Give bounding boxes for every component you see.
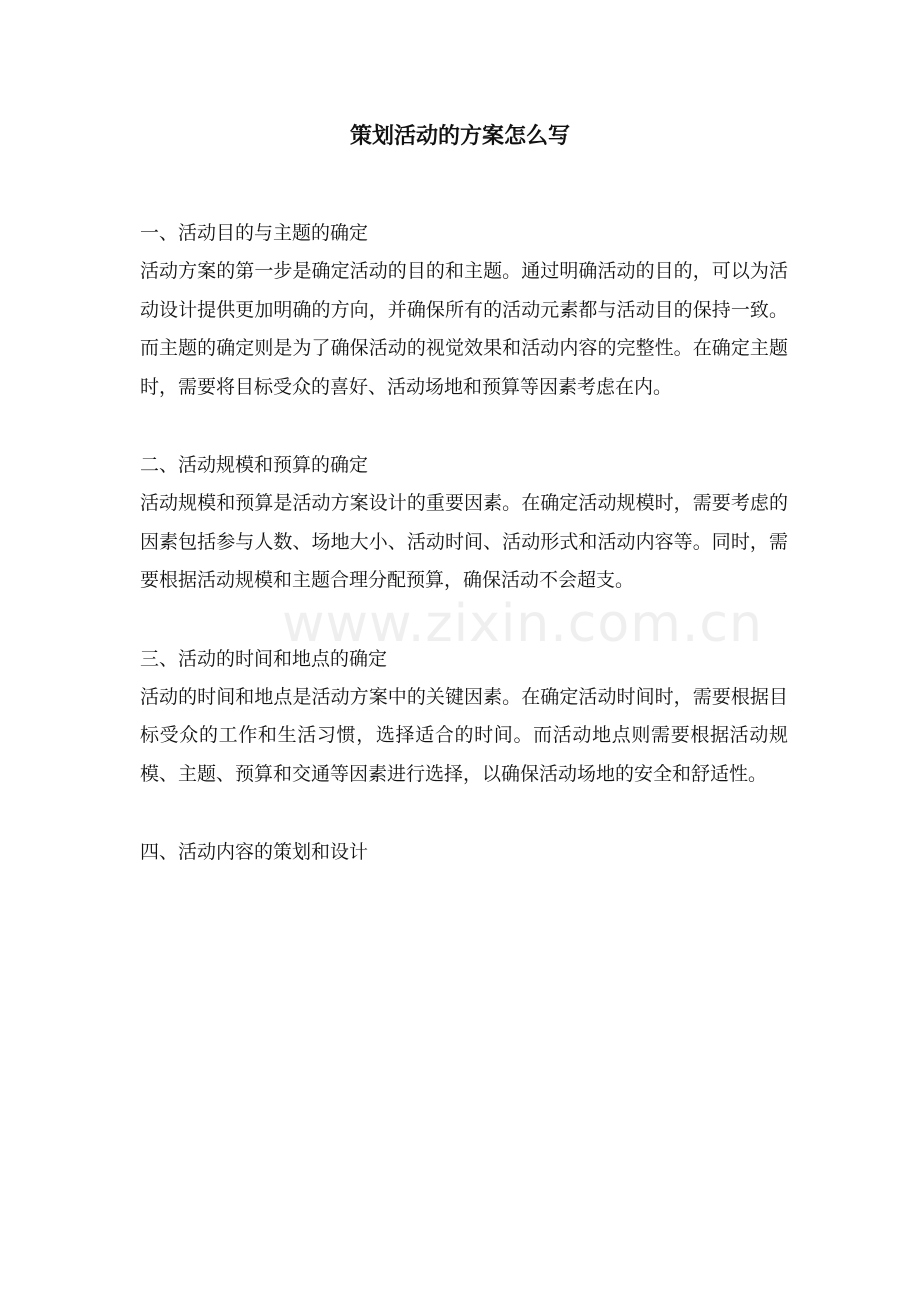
section-paragraph: 活动规模和预算是活动方案设计的重要因素。在确定活动规模时，需要考虑的因素包括参与人数、场地大小、活动时间、活动形式和活动内容等。同时，需要根据活动规模和主题合理分配预算，确保活动不会超支。 bbox=[140, 492, 788, 591]
section-heading: 一、活动目的与主题的确定 bbox=[140, 222, 369, 244]
section-purpose-theme bbox=[140, 214, 788, 406]
section-paragraph: 活动方案的第一步是确定活动的目的和主题。通过明确活动的目的，可以为活动设计提供更加明确的方向，并确保所有的活动元素都与活动目的保持一致。而主题的确定则是为了确保活动的视觉效果和活动内容的完整性。在确定主题时，需要将目标受众的喜好、活动场地和预算等因素考虑在内。 bbox=[140, 260, 788, 398]
watermark: www.zixin.com.cn bbox=[282, 594, 763, 654]
section-paragraph: 活动的时间和地点是活动方案中的关键因素。在确定活动时间时，需要根据目标受众的工作和生活习惯，选择适合的时间。而活动地点则需要根据活动规模、主题、预算和交通等因素进行选择，以确保活动场地的安全和舒适性。 bbox=[140, 685, 788, 785]
document-body bbox=[140, 214, 788, 911]
section-scale-budget bbox=[140, 446, 788, 600]
section-time-location bbox=[140, 640, 788, 794]
document-title: 策划活动的方案怎么写 bbox=[349, 123, 570, 149]
section-content-planning bbox=[140, 833, 788, 871]
section-heading: 二、活动规模和预算的确定 bbox=[140, 454, 369, 476]
section-heading: 三、活动的时间和地点的确定 bbox=[140, 647, 388, 670]
section-heading: 四、活动内容的策划和设计 bbox=[140, 841, 369, 863]
